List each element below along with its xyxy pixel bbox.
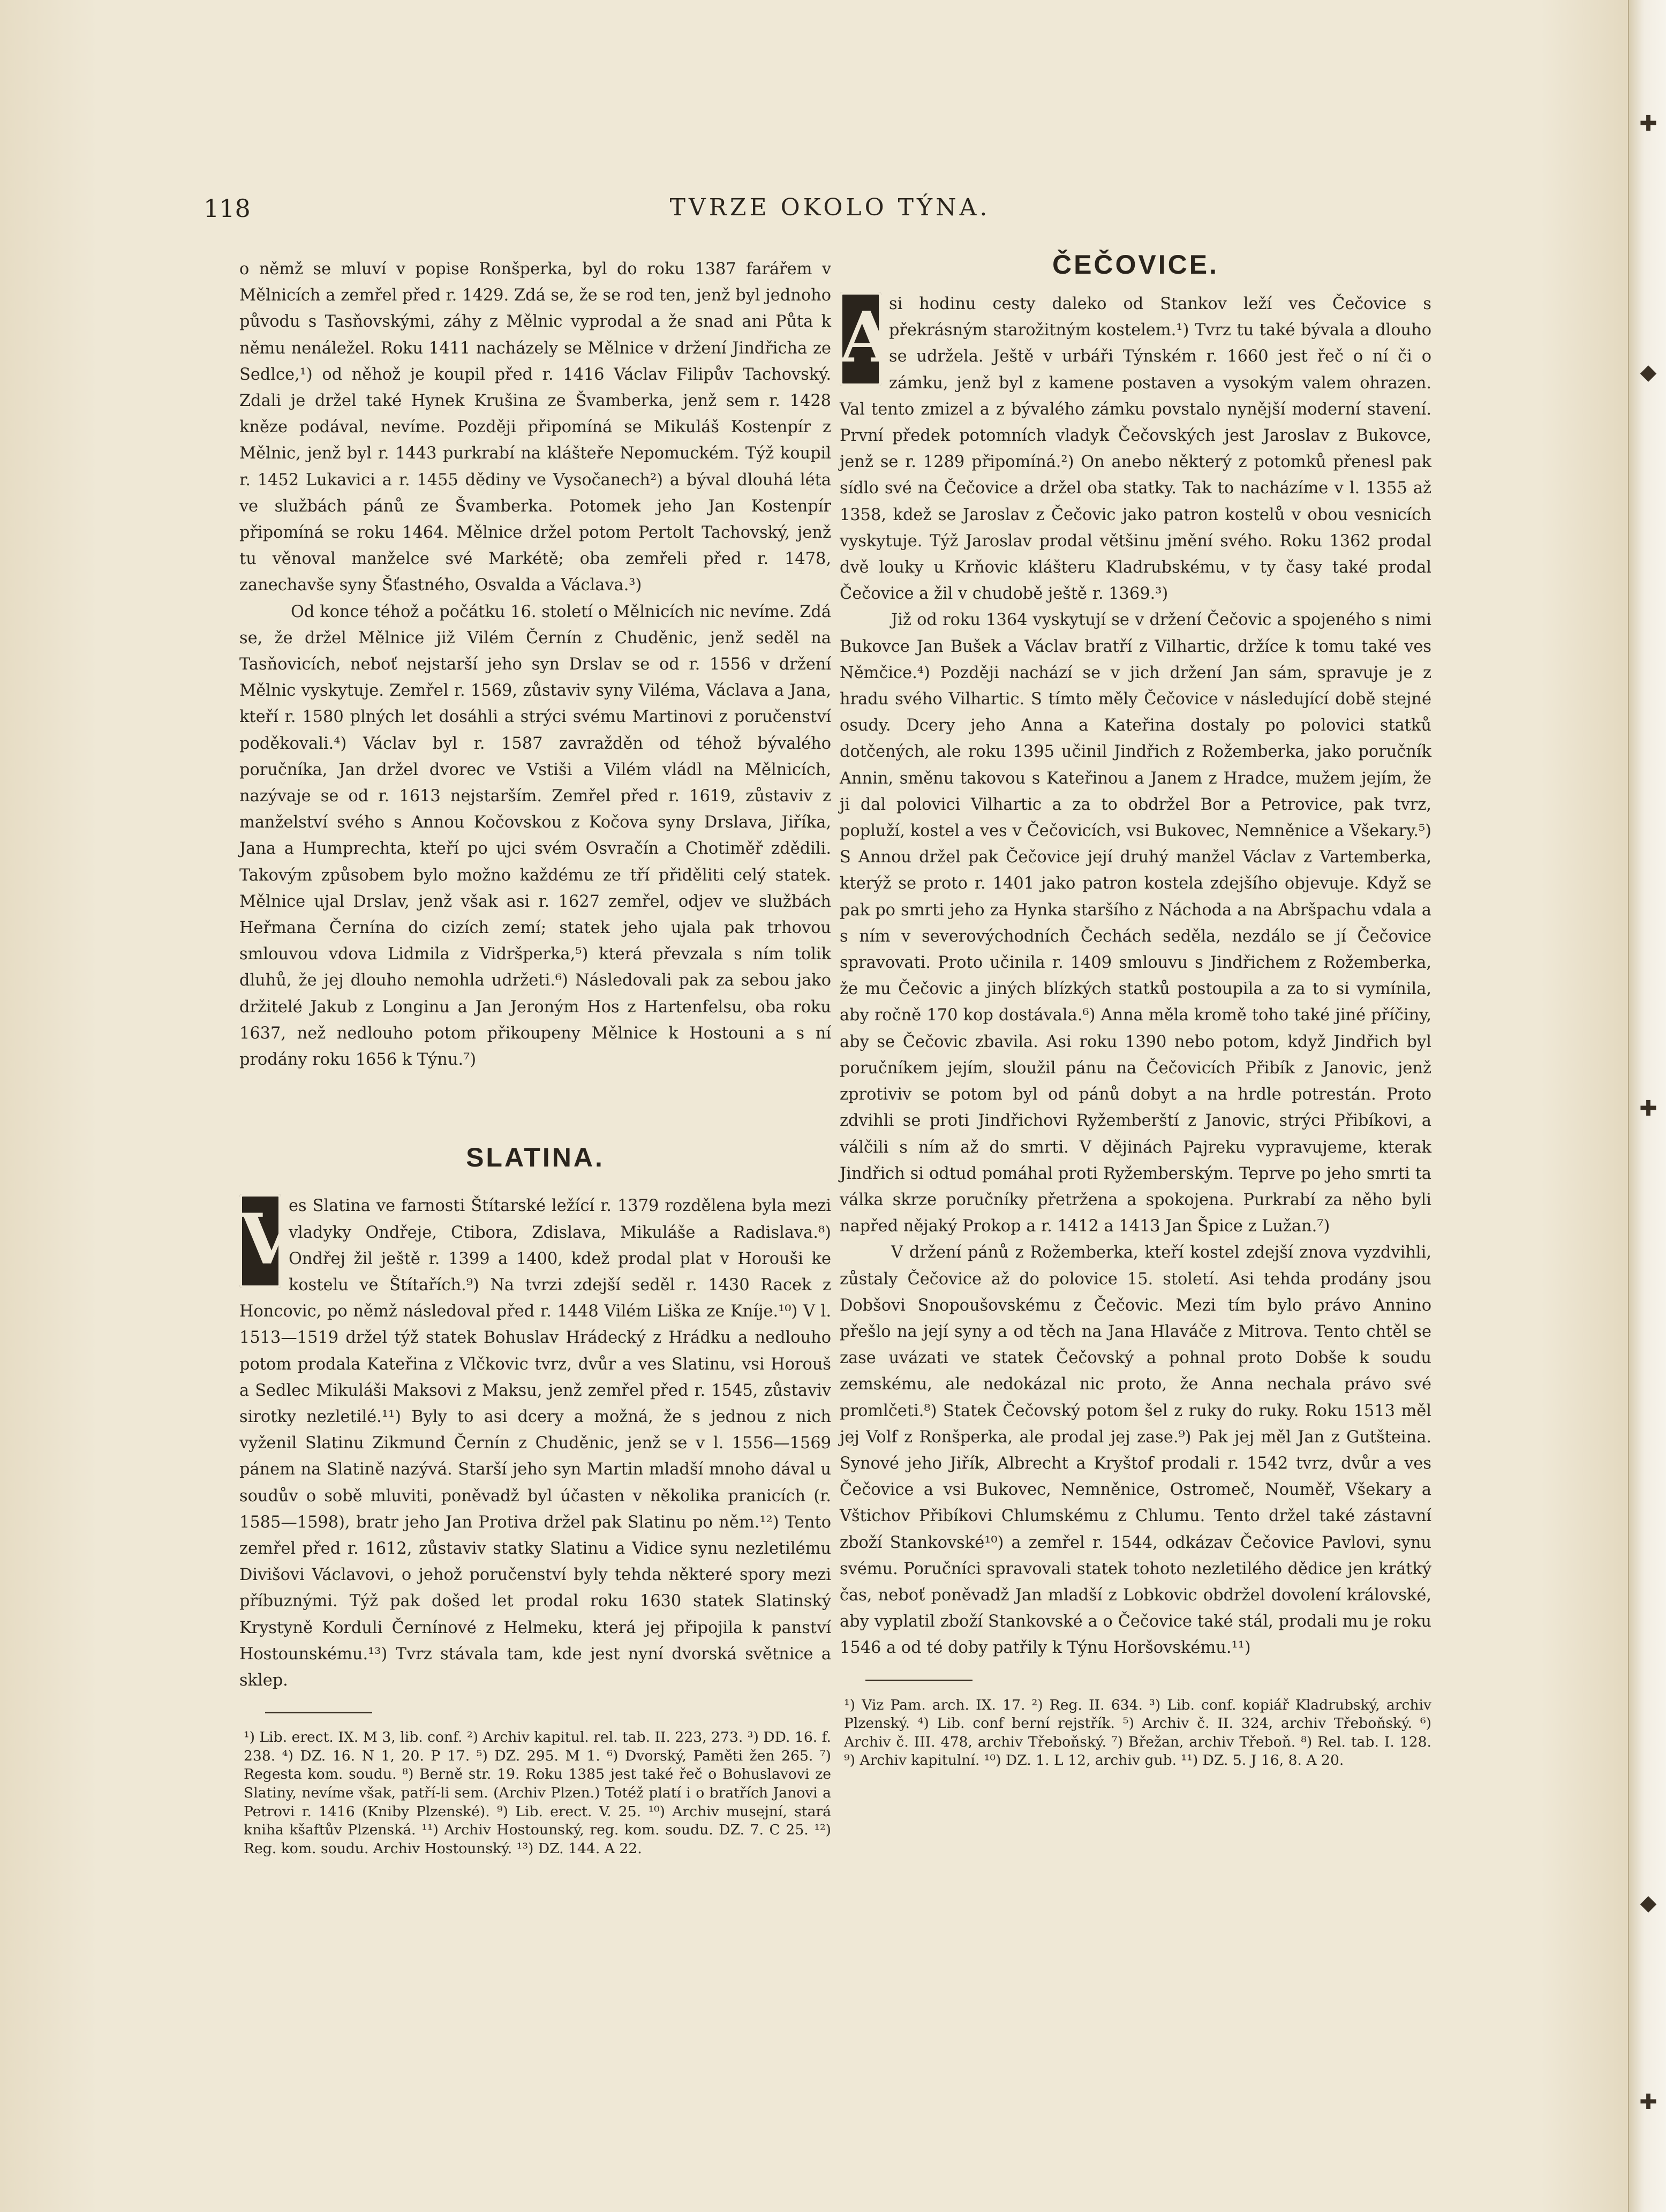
right-column xyxy=(840,244,1431,1770)
paragraph: es Slatina ve farnosti Štítarské ležící r. 1379 rozdělena byla mezi vladyky Ondřeje, Ctibora, Zdislava, Mikuláše a Radislava.⁸) Ondřej žil ještě r. 1399 a 1400, kdež prodal plat v Horouši ke kostelu ve Štítařích.⁹) Na tvrzi zdejší seděl r. 1430 Racek z Honcovic, po němž následoval před r. 1448 Vilém Liška ze Kníje.¹⁰) V l. 1513—1519 držel týž statek Bohuslav Hrádecký z Hrádku a nedlouho potom prodala Kateřina z Vlčkovic tvrz, dvůr a ves Slatinu, vsi Horouš a Sedlec Mikuláši Maksovi z Maksu, jenž zemřel před r. 1545, zůstaviv sirotky nezletilé.¹¹) Byly to asi dcery a možná, že s jednou z nich vyženil Slatinu Zikmund Černín z Chuděnic, jenž se v l. 1556—1569 pánem na Slatině nazývá. Starší jeho syn Martin mladší mnoho dával u soudův o sobě mluviti, poněvadž byl účasten v několika pranicích (r. 1585—1598), bratr jeho Jan Protiva držel pak Slatinu po něm.¹²) Tento zemřel před r. 1612, zůstaviv statky Slatinu a Vidice synu nezletilému Divišovi Václavovi, o jehož poručenství byly tehda některé spory mezi příbuznými. Týž pak došed let prodal roku 1630 statek Slatinský Krystyně Korduli Černínové z Helmeku, která jej připojila k panství Hostounskému.¹³) Tvrz stávala tam, kde jest nyní dvorská světnice a sklep. xyxy=(239,1197,831,1690)
decorative-initial: V xyxy=(239,1194,281,1288)
paragraph: Od konce téhož a počátku 16. století o Mělnicích nic nevíme. Zdá se, že držel Mělnice již Vilém Černín z Chuděnic, jenž seděl na Tasňovicích, neboť nejstarší jeho syn Drslav se od r. 1556 v držení Mělnic vyskytuje. Zemřel r. 1569, zůstaviv syny Viléma, Václava a Jana, kteří r. 1580 plných let dosáhli a strýci svému Martinovi z poručenství poděkovali.⁴) Václav byl r. 1587 zavražděn od téhož bývalého poručníka, Jan držel dvorec ve Vstiši a Vilém vládl na Mělnicích, nazývaje se od r. 1613 nejstarším. Zemřel před r. 1619, zůstaviv z manželství svého s Annou Kočovskou z Kočova syny Drslava, Jiříka, Jana a Humprechta, kteří po ujci svém Osvračín a Chotiměř zdědili. Takovým způsobem bylo možno každému ze tří přiděliti celý statek. Mělnice ujal Drslav, jenž však asi r. 1627 zemřel, odjev ve službách Heřmana Černína do cizích zemí; statek jeho ujala pak trhovou smlouvou vdova Lidmila z Vidršperka,⁵) která převzala s ním tolik dluhů, že jej dlouho nemohla udržeti.⁶) Následovali pak za sebou jako držitelé Jakub z Longinu a Jan Jeroným Hos z Hartenfelsu, oba roku 1637, než nedlouho potom přikoupeny Mělnice k Hostouni a s ní prodány roku 1656 k Týnu.⁷) xyxy=(239,602,831,1070)
paragraph: si hodinu cesty daleko od Stankov leží ves Čečovice s překrásným starožitným kostelem.¹) Tvrz tu také bývala a dlouho se udržela. Ještě v urbáři Týnském r. 1660 jest řeč o ní či o zámku, jenž byl z kamene postaven a vysokým valem ohrazen. Val tento zmizel a z bývalého zámku povstalo nynější moderní stavení. První předek potomních vladyk Čečovských jest Jaroslav z Bukovce, jenž se r. 1289 připomíná.²) On anebo některý z potomků přenesl pak sídlo své na Čečovice a držel oba statky. Tak to nacházíme v l. 1355 až 1358, kdež se Jaroslav z Čečovic jako patron kostelů v obou vesnicích vyskytuje. Týž Jaroslav prodal většinu jmění svého. Roku 1362 prodal dvě louky u Krňovic klášteru Kladrubskému, v ty časy také prodal Čečovice a žil v chudobě ještě r. 1369.³) xyxy=(840,295,1431,604)
footnotes: ¹) Viz Pam. arch. IX. 17. ²) Reg. II. 634. ³) Lib. conf. kopiář Kladrubský, archiv Plzenský. ⁴) Lib. conf berní rejstřík. ⁵) Archiv č. II. 324, archiv Třeboňský. ⁶) Archiv č. III. 478, archiv Třeboňský. ⁷) Břežan, archiv Třeboň. ⁸) Rel. tab. I. 128. ⁹) Archiv kapitulní. ¹⁰) DZ. 1. L 12, archiv gub. ¹¹) DZ. 5. J 16, 8. A 20. xyxy=(844,1696,1431,1769)
paragraph: Již od roku 1364 vyskytují se v držení Čečovic a spojeného s nimi Bukovce Jan Bušek a Václav bratří z Vilhartic, držíce k tomu také ves Němčice.⁴) Později nachází se v jich držení Jan sám, spravuje je z hradu svého Vilhartic. S tímto měly Čečovice v následující době stejné osudy. Dcery jeho Anna a Kateřina dostaly po polovici statků dotčených, ale roku 1395 učinil Jindřich z Rožemberka, jako poručník Annin, směnu takovou s Kateřinou a Janem z Hradce, mužem jejím, že ji dal polovici Vilhartic a za to obdržel Bor a Petrovice, pak tvrz, popluží, kostel a ves v Čečovicích, vsi Bukovec, Nemněnice a Všekary.⁵) S Annou držel pak Čečovice její druhý manžel Václav z Vartemberka, kterýž se proto r. 1401 jako patron kostela zdejšího objevuje. Když se pak po smrti jeho za Hynka staršího z Náchoda a na Abršpachu vdala a s ním v severovýchodních Čechách seděla, nezdálo se jí Čečovice spravovati. Proto učinila r. 1409 smlouvu s Jindřichem z Rožemberka, že mu Čečovic a jiných blízkých statků postoupila a za to si vymínila, aby ročně 170 kop dostávala.⁶) Anna měla kromě toho také jiné příčiny, aby se Čečovic zbavila. Asi roku 1390 nebo potom, když Jindřich byl poručníkem jejím, sloužil pánu na Čečovicích Přibík z Janovic, jenž zprotiviv se potom byl od pánů dobyt a na hrdle potrestán. Proto zdvihli se proti Jindřichovi Ryžemberští z Janovic, strýci Přibíkovi, a válčili s ním až do smrti. V dějinách Pajreku vypravujeme, kterak Jindřich si odtud pomáhal proti Ryžemberským. Teprve po jeho smrti ta válka skrze poručníky přetržena a spokojena. Purkrabí za něho byli napřed nějaký Prokop a r. 1412 a 1413 Jan Špice z Lužan.⁷) xyxy=(840,611,1431,1236)
paragraph: V držení pánů z Rožemberka, kteří kostel zdejší znova vyzdvihli, zůstaly Čečovice až do polovice 15. století. Asi tehda prodány jsou Dobšovi Snopoušovskému z Čečovic. Mezi tím bylo právo Annino přešlo na její syny a od těch na Jana Hlaváče z Mitrova. Tento chtěl se zase uvázati ve statek Čečovský a pohnal proto Dobše k soudu zemskému, ale nedokázal nic proto, že Anna nechala právo své promlčeti.⁸) Statek Čečovský potom šel z ruky do ruky. Roku 1513 měl jej Volf z Ronšperka, ale prodal jej zase.⁹) Pak jej měl Jan z Gutšteina. Synové jeho Jiřík, Albrecht a Kryštof prodali r. 1542 tvrz, dvůr a ves Čečovice a vsi Bukovec, Nemněnice, Ostromeč, Nouměř, Všekary a Vštichov Přibíkovi Chlumskému z Chlumu. Tento držel také zástavní zboží Stankovské¹⁰) a zemřel r. 1544, odkázav Čečovice Pavlovi, synu svému. Poručníci spravovali statek tohoto nezletilého dědice jen krátký čas, neboť poněvadž Jan mladší z Lobkovic obdržel dovolení královské, aby vyplatil zboží Stankovské a o Čečovice také stál, prodali mu je roku 1546 a od té doby patřily k Týnu Horšovskému.¹¹) xyxy=(840,1243,1431,1658)
section-title-cecovice: ČEČOVICE. xyxy=(1052,250,1219,280)
footnote-divider xyxy=(265,1712,372,1713)
running-title: TVRZE OKOLO TÝNA. xyxy=(669,194,991,221)
pin-icon: ✚ xyxy=(1639,1096,1657,1121)
page-number: 118 xyxy=(203,194,251,223)
pin-icon: ◆ xyxy=(1640,360,1657,385)
decorative-initial: A xyxy=(840,292,881,386)
pin-icon: ✚ xyxy=(1639,2090,1657,2115)
section-title-slatina: SLATINA. xyxy=(466,1142,605,1173)
pin-icon: ✚ xyxy=(1639,111,1657,136)
left-column xyxy=(239,256,831,1858)
footnote-divider xyxy=(865,1680,973,1681)
page-header xyxy=(203,194,1457,226)
paragraph: o němž se mluví v popise Ronšperka, byl do roku 1387 farářem v Mělnicích a zemřel před r. 1429. Zdá se, že se rod ten, jenž byl jednoho původu s Tasňovskými, záhy z Mělnic vyprodal a že snad ani Půta k němu nenáležel. Roku 1411 nacházely se Mělnice v držení Jindřicha ze Sedlce,¹) od něhož je koupil před r. 1416 Václav Filipův Tachovský. Zdali je držel také Hynek Krušina ze Švamberka, jenž sem r. 1428 kněze podával, nevíme. Později připomíná se Mikuláš Kostenpír z Mělnic, jenž byl r. 1443 purkrabí na klášteře Nepomuckém. Týž koupil r. 1452 Lukavici a r. 1455 dědiny ve Vysočanech²) a býval dlouhá léta ve službách pánů ze Švamberka. Potomek jeho Jan Kostenpír připomíná se roku 1464. Mělnice držel potom Pertolt Tachovský, jenž tu věnoval manželce své Markétě; oba zemřeli před r. 1478, zanechavše syny Šťastného, Osvalda a Václava.³) xyxy=(239,260,831,595)
pin-icon: ◆ xyxy=(1640,1891,1657,1915)
footnotes: ¹) Lib. erect. IX. M 3, lib. conf. ²) Archiv kapitul. rel. tab. II. 223, 273. ³) DD. 16. f. 238. ⁴) DZ. 16. N 1, 20. P 17. ⁵) DZ. 295. M 1. ⁶) Dvorský, Paměti žen 265. ⁷) Regesta kom. soudu. ⁸) Berně str. 19. Roku 1385 jest také řeč o Bohuslavovi ze Slatiny, nevíme však, patří-li sem. (Archiv Plzen.) Totéž platí i o bratřích Janovi a Petrovi r. 1416 (Kniby Plzenské). ⁹) Lib. erect. V. 25. ¹⁰) Archiv musejní, stará kniha kšaftův Plzenská. ¹¹) Archiv Hostounský, reg. kom. soudu. DZ. 7. C 25. ¹²) Reg. kom. soudu. Archiv Hostounský. ¹³) DZ. 144. A 22. xyxy=(244,1729,831,1857)
